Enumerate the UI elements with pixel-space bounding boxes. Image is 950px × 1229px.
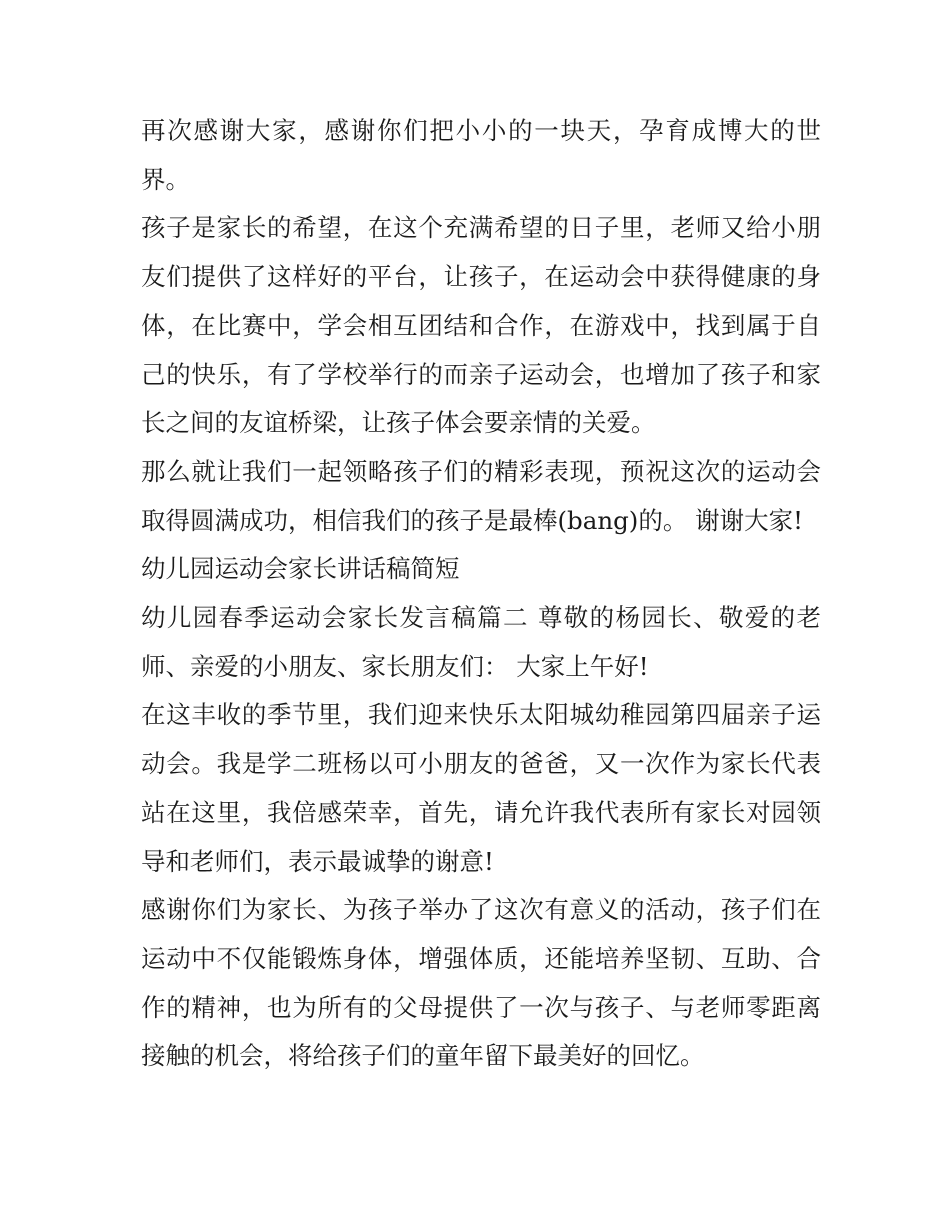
paragraph-children-hope: 孩子是家长的希望，在这个充满希望的日子里，老师又给小朋友们提供了这样好的平台，让孩子，在运动会中获得健康的身体，在比赛中，学会相互团结和合作，在游戏中，找到属于自己的快乐，有了学校举行的而亲子运动会，也增加了孩子和家长之间的友谊桥梁，让孩子体会要亲情的关爱。	[141, 213, 821, 438]
paragraph-greeting: 幼儿园春季运动会家长发言稿篇二 尊敬的杨园长、敬爱的老师、亲爱的小朋友、家长朋友们： 大家上午好!	[141, 603, 821, 681]
section-heading: 幼儿园运动会家长讲话稿简短	[141, 554, 460, 584]
paragraph-introduction: 在这丰收的季节里，我们迎来快乐太阳城幼稚园第四届亲子运动会。我是学二班杨以可小朋友的爸爸，又一次作为家长代表站在这里，我倍感荣幸，首先，请允许我代表所有家长对园领导和老师们，表示最诚挚的谢意!	[141, 700, 821, 876]
paragraph-thanks: 再次感谢大家，感谢你们把小小的一块天，孕育成博大的世界。	[141, 116, 821, 194]
paragraph-closing-wishes: 那么就让我们一起领略孩子们的精彩表现，预祝这次的运动会取得圆满成功，相信我们的孩子是最棒(bang)的。 谢谢大家!	[141, 456, 821, 535]
paragraph-gratitude: 感谢你们为家长、为孩子举办了这次有意义的活动，孩子们在运动中不仅能锻炼身体，增强体质，还能培养坚韧、互助、合作的精神，也为所有的父母提供了一次与孩子、与老师零距离接触的机会，将给孩子们的童年留下最美好的回忆。	[141, 895, 821, 1071]
document-body	[141, 107, 821, 1081]
